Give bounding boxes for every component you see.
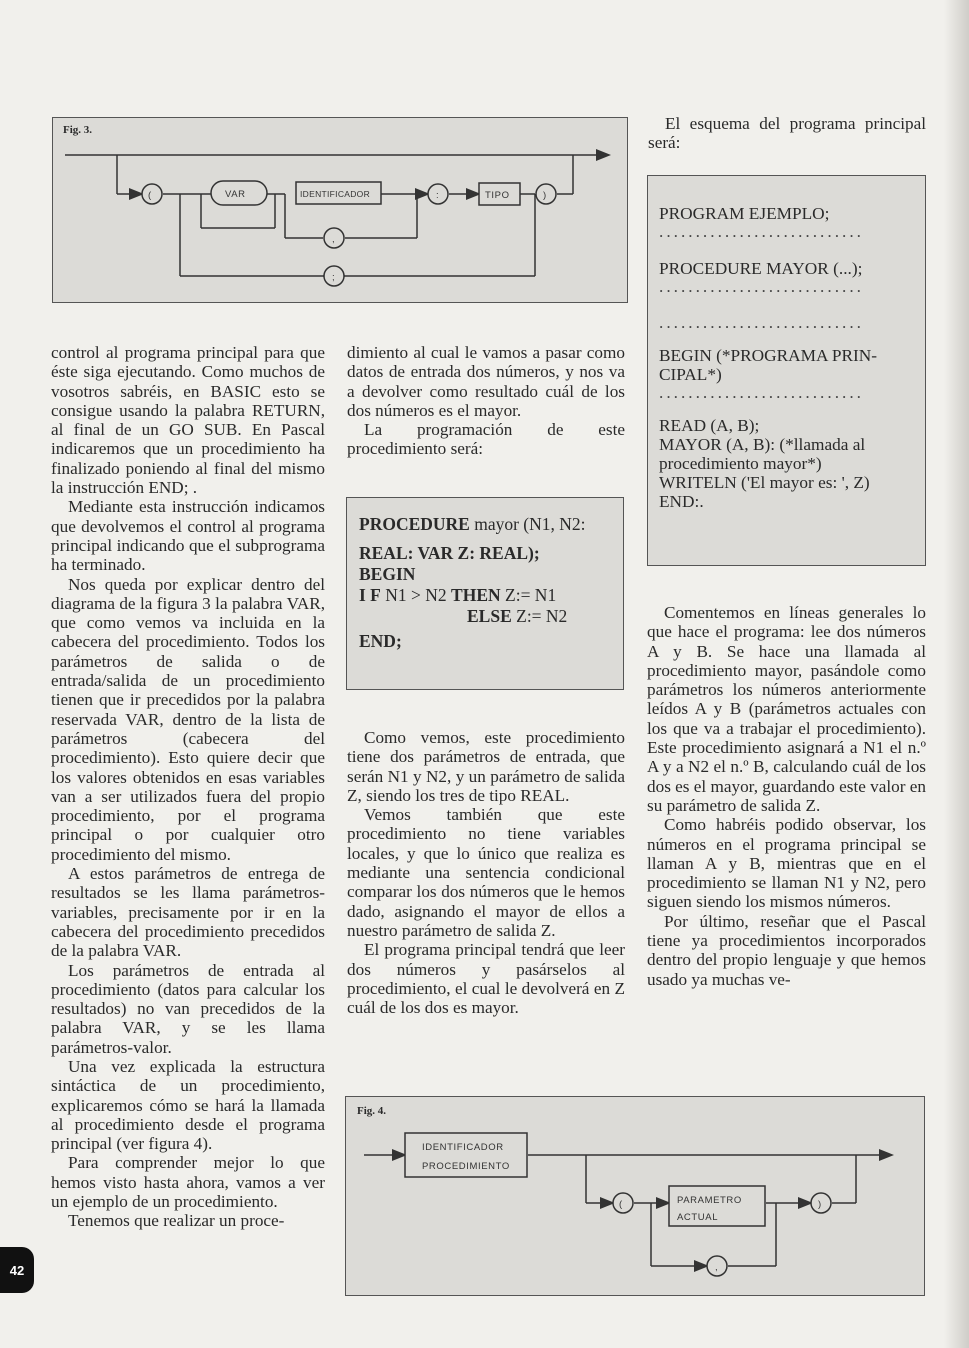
f4-identificador-label-1: IDENTIFICADOR [422, 1142, 504, 1153]
f4-comma: , [715, 1262, 719, 1273]
code-main-line2: PROCEDURE MAYOR (...); [659, 259, 863, 278]
code-main-dots-4: ............................ [659, 384, 864, 402]
col1-paragraph-1: control al programa principal para que éste siga ejecutando. Como muchos de vosotros sabréis, en BASIC esto se consigue usando la palabra RETURN, al final de un GO SUB. En Pascal indicaremos que un procedimiento ha finalizado poniendo al final del mismo la instrucción END; . [51, 343, 325, 498]
figure-4-syntax-diagram [345, 1096, 925, 1296]
col1-paragraph-6: Una vez explicada la estructura sintáctica de un procedimiento, explicaremos cómo se hará la llamada al procedimiento desde el programa principal (ver figura 4). [51, 1056, 325, 1154]
code-proc-line4-rest: Z:= N1 [500, 585, 557, 605]
f4-close-paren: ) [818, 1199, 822, 1210]
code-main-dots-2: ............................ [659, 278, 864, 296]
code-main-line7: END:. [659, 492, 704, 511]
figure-4-label: Fig. 4. [357, 1105, 387, 1117]
code-proc-kw-else: ELSE [467, 606, 512, 626]
col2-paragraph-5: El programa principal tendrá que leer dos números y pasárselos al procedimiento, el cual le devolverá en Z cuál de los dos es mayor. [347, 940, 625, 1018]
code-proc-kw-if: I F [359, 585, 381, 605]
code-main-line3a: BEGIN (*PROGRAMA PRIN- [659, 346, 877, 365]
figure-3-syntax-diagram [52, 117, 628, 303]
figure-3-label: Fig. 3. [63, 124, 93, 136]
code-proc-line5-rest: Z:= N2 [511, 606, 568, 626]
f3-comma: , [332, 234, 336, 245]
f3-open-paren-node [142, 184, 162, 204]
f3-identificador-label: IDENTIFICADOR [300, 189, 371, 199]
column-2-bottom [347, 728, 625, 1017]
code-main-dots-3: ............................ [659, 314, 864, 332]
code-main-line5a: MAYOR (A, B): (*llamada al [659, 435, 866, 454]
page-number: 42 [9, 1262, 25, 1278]
col2-paragraph-2: La programación de este procedimiento será: [347, 420, 625, 459]
intro-right-paragraph: El esquema del programa principal será: [648, 114, 926, 153]
page-number-tab [0, 1247, 34, 1293]
col2-paragraph-4: Vemos también que este procedimiento no tiene variables locales, y que lo único que realiza es mediante una sentencia condicional comparar los dos números que le hemos dado, asignando el mayor de ellos a nuestro parámetro de salida Z. [347, 805, 625, 940]
col1-paragraph-7: Para comprender mejor lo que hemos visto hasta ahora, vamos a ver un ejemplo de un procedimiento. [51, 1153, 325, 1212]
col1-paragraph-8: Tenemos que realizar un proce- [68, 1211, 285, 1231]
code-proc-kw-then: THEN [451, 585, 501, 605]
figure-4-diagram-svg [346, 1097, 924, 1295]
code-main-line5b: procedimiento mayor*) [659, 454, 822, 473]
code-proc-line3: BEGIN [359, 564, 416, 584]
col1-paragraph-2: Mediante esta instrucción indicamos que devolvemos el control al programa principal indicando que el subprograma ha terminado. [51, 497, 325, 575]
code-proc-line2: REAL: VAR Z: REAL); [359, 543, 540, 563]
figure-3-diagram-svg [53, 118, 627, 302]
code-main-line6: WRITELN ('El mayor es: ', Z) [659, 473, 870, 492]
f3-semicolon: ; [332, 272, 336, 283]
f4-parametro-label-1: PARAMETRO [677, 1195, 742, 1206]
f4-identificador-label-2: PROCEDIMIENTO [422, 1161, 510, 1172]
f3-open-paren: ( [148, 190, 152, 201]
col3-paragraph-2: Como habréis podido observar, los números en el programa principal se llaman A y B, mientras que en el procedimiento se llaman N1 y N2, pero siguen siendo los mismos números. [647, 815, 926, 912]
code-proc-line4-mid: N1 > N2 [380, 585, 452, 605]
code-main-line4: READ (A, B); [659, 416, 760, 435]
main-program-code-box [647, 175, 926, 566]
intro-right-text [648, 114, 926, 153]
f3-var-label: VAR [225, 189, 246, 200]
code-main-line3b: CIPAL*) [659, 365, 722, 384]
column-1 [51, 343, 325, 1231]
code-main-line1: PROGRAM EJEMPLO; [659, 204, 830, 223]
col1-paragraph-5: Los parámetros de entrada al procedimiento (datos para calcular los resultados) no van precedidos de la palabra VAR, y se les llama parámetros-valor. [51, 960, 325, 1057]
f3-tipo-label: TIPO [485, 190, 510, 201]
procedure-code-box [346, 497, 624, 690]
col3-paragraph-3: Por último, reseñar que el Pascal tiene ya procedimientos incorporados dentro del propio lenguaje y que hemos usado ya muchas ve- [647, 911, 926, 989]
code-proc-line6: END; [359, 631, 402, 651]
col2-paragraph-1: dimiento al cual le vamos a pasar como datos de entrada dos números, y nos va a devolver como resultado cuál de los dos números es el mayor. [347, 343, 625, 420]
column-2-top [347, 343, 625, 459]
col3-paragraph-1: Comentemos en líneas generales lo que hace el programa: lee dos números A y B. Se hace una llamada al procedimiento mayor, pasándole como parámetros los números anteriormente leídos A y B (parámetros actuales con los que va a trabajar el procedimiento). Este procedimiento asignará a N1 el n.º A y a N2 el n.º B, calculando cuál de los dos es el mayor, guardando este valor en su parámetro de salida Z. [647, 603, 926, 815]
code-main-dots-1: ............................ [659, 223, 864, 241]
code-proc-line1-rest: mayor (N1, N2: [469, 514, 586, 534]
f4-open-paren: ( [619, 1199, 623, 1210]
col2-paragraph-3: Como vemos, este procedimiento tiene dos parámetros de entrada, que serán N1 y N2, y un parámetro de salida Z, siendo los tres de tipo REAL. [347, 728, 625, 805]
f4-open-paren-node [613, 1193, 633, 1213]
page-edge-shadow [944, 0, 969, 1348]
col1-paragraph-4: A estos parámetros de entrega de resultados se les llama parámetros-variables, precisamente por ir en la cabecera del procedimiento precedidos de la palabra VAR. [51, 864, 325, 961]
f4-parametro-label-2: ACTUAL [677, 1212, 719, 1223]
f3-close-paren: ) [543, 190, 547, 201]
col1-paragraph-3: Nos queda por explicar dentro del diagrama de la figura 3 la palabra VAR, que como vemos va incluida en la cabecera del procedimiento. Todos los parámetros de salida o de entrada/salida de un procedimiento tienen que ir precedidos por la palabra reservada VAR, dentro de la lista de parámetros (cabecera del procedimiento). Esto quiere decir que los valores obtenidos en esas variables van a ser utilizados fuera del propio procedimiento, por el programa principal o por cualquier otro procedimiento del mismo. [51, 574, 325, 864]
f3-colon: : [436, 190, 440, 201]
column-3 [647, 603, 926, 989]
code-proc-kw-procedure: PROCEDURE [359, 514, 470, 534]
